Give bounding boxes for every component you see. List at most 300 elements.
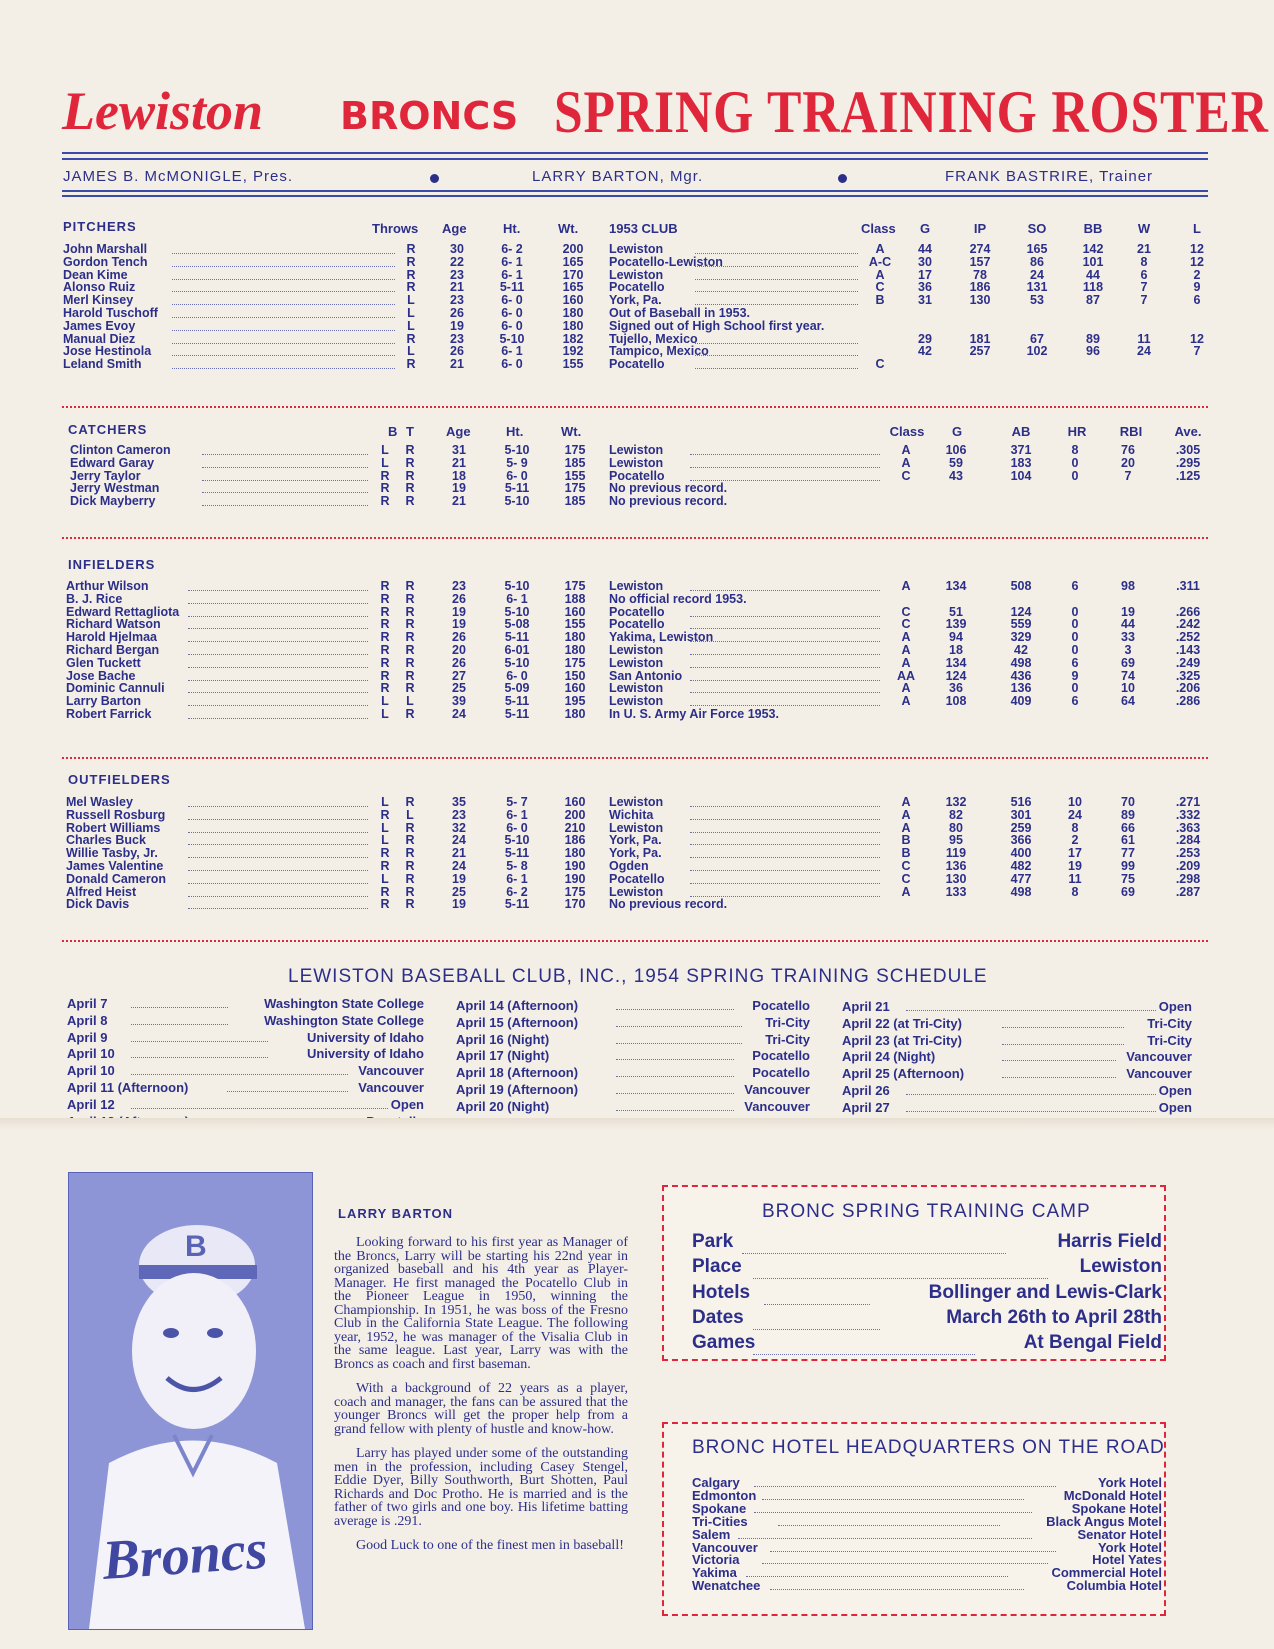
height: 6- 1 — [506, 871, 528, 886]
age: 18 — [452, 468, 466, 483]
throws: R — [405, 617, 415, 632]
player-name: Harold Hjelmaa — [66, 630, 158, 645]
club: Pocatello — [609, 280, 665, 295]
height: 5-11 — [504, 707, 530, 721]
average: .311 — [1176, 579, 1200, 593]
height: 5-10 — [504, 494, 530, 509]
dot-leader — [690, 654, 880, 655]
club: Wichita — [609, 807, 654, 822]
age: 23 — [452, 807, 466, 822]
dot-leader — [690, 857, 880, 858]
strikeouts: 67 — [1030, 331, 1044, 346]
dot-leader — [172, 279, 395, 280]
title-script: Lewiston — [62, 81, 264, 141]
player-name: Richard Watson — [66, 617, 161, 632]
player-name: Donald Cameron — [66, 871, 167, 886]
dot-leader — [188, 667, 368, 668]
schedule-row — [0, 1014, 1274, 1033]
at-bats: 329 — [1010, 630, 1032, 645]
height: 5-10 — [504, 579, 530, 593]
column-header: RBI — [1119, 424, 1143, 439]
height: 6- 1 — [506, 807, 528, 822]
age: 19 — [452, 617, 466, 632]
age: 25 — [452, 884, 466, 899]
dot-leader — [188, 590, 368, 591]
average: .266 — [1175, 604, 1201, 619]
home-runs: 9 — [1071, 668, 1079, 683]
dot-leader — [188, 718, 368, 719]
schedule-row — [0, 1098, 1274, 1117]
rbi: 66 — [1121, 820, 1135, 835]
height: 5-10 — [504, 604, 530, 619]
class: B — [901, 846, 911, 861]
dot-leader — [188, 883, 368, 884]
schedule-date: April 19 (Afternoon) — [456, 1082, 579, 1097]
dot-leader — [188, 896, 368, 897]
section-divider — [62, 940, 1208, 942]
dot-leader — [695, 253, 858, 254]
at-bats: 136 — [1010, 681, 1032, 696]
wins: 21 — [1137, 242, 1151, 256]
rbi: 20 — [1121, 455, 1135, 470]
hotels-title: BRONC HOTEL HEADQUARTERS ON THE ROAD — [692, 1437, 1165, 1458]
innings: 130 — [969, 293, 991, 308]
rbi: 76 — [1121, 443, 1135, 457]
column-header: Ht. — [503, 221, 521, 236]
games: 133 — [945, 884, 967, 899]
wins: 6 — [1140, 267, 1148, 282]
weight: 160 — [564, 604, 586, 619]
throws: L — [407, 306, 415, 320]
weight: 150 — [564, 668, 586, 683]
player-name: Dean Kime — [63, 267, 128, 282]
home-runs: 11 — [1068, 871, 1082, 886]
rbi: 70 — [1121, 795, 1135, 809]
throws: R — [406, 267, 416, 282]
dot-leader — [695, 266, 858, 267]
bats: R — [380, 655, 390, 670]
player-name: Alfred Heist — [66, 884, 137, 899]
home-runs: 0 — [1071, 468, 1079, 483]
throws: R — [406, 280, 416, 295]
losses: 12 — [1190, 254, 1204, 269]
age: 19 — [450, 318, 464, 333]
club: Lewiston — [609, 795, 664, 809]
player-name: Russell Rosburg — [66, 807, 166, 822]
schedule-date: April 24 (Night) — [842, 1049, 936, 1065]
camp-row — [0, 1332, 1274, 1360]
throws: R — [405, 668, 415, 683]
games: 17 — [918, 267, 932, 282]
bats: L — [381, 455, 389, 470]
hotel-name: Spokane Hotel — [1071, 1500, 1162, 1516]
schedule-opponent: Pocatello — [752, 998, 810, 1013]
games: 136 — [945, 859, 967, 873]
jersey-text: Broncs — [100, 1518, 270, 1592]
column-header: 1953 CLUB — [609, 221, 678, 236]
hotel-row — [0, 1489, 1274, 1502]
innings: 157 — [969, 254, 991, 269]
age: 23 — [450, 293, 464, 308]
games: 31 — [918, 293, 932, 308]
average: .325 — [1175, 668, 1201, 683]
class: B — [901, 833, 911, 848]
column-header: L — [1193, 221, 1201, 236]
club: Tampico, Mexico — [609, 344, 709, 359]
height: 5-10 — [504, 833, 530, 848]
weight: 155 — [564, 468, 586, 483]
games: 119 — [945, 846, 967, 861]
schedule-opponent: Vancouver — [1126, 1066, 1192, 1082]
camp-title: BRONC SPRING TRAINING CAMP — [762, 1201, 1091, 1222]
club: Pocatello — [609, 871, 665, 886]
age: 24 — [452, 707, 466, 721]
class: A — [875, 267, 885, 282]
camp-row — [0, 1281, 1274, 1310]
weight: 160 — [562, 293, 584, 308]
schedule-date: April 18 (Afternoon) — [456, 1065, 579, 1081]
club: Pocatello — [609, 617, 665, 632]
home-runs: 0 — [1071, 617, 1079, 632]
class: A — [901, 694, 911, 709]
average: .332 — [1175, 807, 1201, 822]
games: 42 — [918, 344, 932, 359]
rbi: 75 — [1121, 871, 1135, 886]
section-divider — [62, 406, 1208, 408]
dot-leader — [690, 883, 880, 884]
bio-paragraph: Looking forward to his first year as Manager of the Broncs, Larry will be starting his 22nd year in organized baseball and his 4th year as Player-Manager. He first managed the Pocatello Club in the Pioneer League in 1950, winning the Championship. In 1951, he was boss of the Fresno Club in the California State League. The following year, 1952, he was manager of the Visalia Club in the same league. Last year, Larry was with the Broncs as coach and first baseman. — [334, 1235, 628, 1372]
walks: 89 — [1086, 331, 1100, 346]
height: 6- 0 — [506, 468, 528, 483]
throws: R — [405, 591, 415, 606]
bio-paragraph: Good Luck to one of the finest men in baseball! — [356, 1538, 624, 1553]
throws: R — [405, 820, 415, 835]
home-runs: 8 — [1071, 884, 1079, 899]
club: No previous record. — [609, 494, 728, 509]
bats: R — [380, 617, 390, 632]
player-name: Glen Tuckett — [66, 655, 141, 670]
class: A — [901, 643, 911, 657]
schedule-opponent: Vancouver — [744, 1098, 810, 1114]
games: 30 — [918, 254, 932, 269]
losses: 12 — [1190, 242, 1204, 256]
games: 80 — [949, 820, 963, 835]
class: A — [901, 443, 911, 457]
age: 35 — [452, 795, 466, 809]
strikeouts: 102 — [1026, 344, 1048, 359]
dot-leader — [695, 368, 858, 369]
weight: 175 — [564, 481, 586, 496]
at-bats: 183 — [1010, 455, 1032, 470]
player-name: Arthur Wilson — [66, 579, 149, 593]
age: 23 — [452, 579, 466, 593]
throws: R — [405, 871, 415, 886]
schedule-date: April 27 — [842, 1099, 890, 1115]
weight: 192 — [562, 344, 584, 359]
hotel-city: Spokane — [692, 1500, 747, 1516]
bats: R — [380, 846, 390, 861]
club: Lewiston — [609, 242, 664, 256]
class: A — [901, 681, 911, 696]
at-bats: 400 — [1010, 846, 1032, 861]
home-runs: 19 — [1068, 859, 1082, 873]
column-header: Wt. — [558, 221, 579, 236]
bats: L — [381, 795, 389, 809]
dot-leader — [172, 253, 395, 254]
wins: 8 — [1140, 254, 1148, 269]
dot-leader — [753, 1354, 975, 1355]
player-name: Jose Bache — [66, 668, 136, 683]
height: 5-11 — [504, 897, 530, 912]
height: 5- 7 — [506, 795, 528, 809]
schedule-opponent: Tri-City — [765, 1031, 810, 1047]
height: 6- 1 — [506, 591, 528, 606]
bats: R — [380, 630, 390, 645]
player-name: John Marshall — [63, 242, 148, 256]
column-header: SO — [1027, 221, 1047, 236]
club: Out of Baseball in 1953. — [609, 306, 751, 320]
bats: L — [381, 443, 389, 457]
losses: 6 — [1193, 293, 1201, 308]
losses: 12 — [1190, 331, 1204, 346]
weight: 175 — [564, 884, 586, 899]
hotel-city: Salem — [692, 1526, 731, 1542]
dot-leader — [690, 680, 880, 681]
class: A — [901, 455, 911, 470]
table-row — [0, 320, 1274, 333]
average: .305 — [1175, 443, 1201, 457]
average: .249 — [1175, 655, 1201, 670]
weight: 200 — [564, 807, 586, 822]
schedule-date: April 10 — [67, 1046, 115, 1062]
schedule-opponent: Washington State College — [264, 1012, 424, 1028]
innings: 274 — [969, 242, 991, 256]
age: 21 — [450, 280, 464, 295]
throws: R — [405, 897, 415, 912]
weight: 165 — [562, 254, 584, 269]
dot-leader — [690, 832, 880, 833]
height: 6- 0 — [506, 668, 528, 683]
age: 30 — [450, 242, 464, 256]
wins: 24 — [1137, 344, 1151, 359]
class: C — [901, 859, 911, 873]
class: C — [901, 871, 911, 886]
age: 19 — [452, 871, 466, 886]
hotel-name: York Hotel — [1097, 1475, 1162, 1490]
age: 23 — [450, 267, 464, 282]
dot-leader — [188, 680, 368, 681]
column-header: Age — [446, 424, 471, 439]
hotel-city: Wenatchee — [692, 1578, 761, 1594]
club: Yakima, Lewiston — [609, 630, 714, 645]
section-title-infielders: INFIELDERS — [68, 557, 156, 572]
height: 6- 0 — [501, 318, 523, 333]
class: A — [901, 655, 911, 670]
height: 5-09 — [504, 681, 530, 696]
schedule-opponent: Pocatello — [752, 1065, 810, 1081]
schedule-opponent: Washington State College — [264, 996, 424, 1011]
dot-leader — [202, 454, 368, 455]
wins: 7 — [1140, 293, 1148, 308]
home-runs: 0 — [1071, 455, 1079, 470]
schedule-date: April 17 (Night) — [456, 1048, 550, 1064]
wins: 11 — [1137, 331, 1151, 346]
walks: 118 — [1082, 280, 1104, 295]
average: .298 — [1175, 871, 1201, 886]
dot-leader — [690, 454, 880, 455]
dot-leader — [764, 1304, 870, 1305]
table-row — [0, 495, 1274, 508]
rbi: 74 — [1121, 668, 1135, 683]
weight: 170 — [564, 897, 586, 912]
throws: L — [406, 694, 414, 709]
schedule-date: April 8 — [67, 1012, 108, 1028]
dot-leader — [690, 870, 880, 871]
height: 6- 0 — [501, 293, 523, 308]
age: 23 — [450, 331, 464, 346]
player-name: Charles Buck — [66, 833, 146, 848]
bats: R — [380, 859, 390, 873]
section-divider — [62, 537, 1208, 539]
rbi: 3 — [1124, 643, 1132, 657]
weight: 155 — [562, 357, 584, 372]
age: 24 — [452, 833, 466, 848]
class: AA — [896, 668, 916, 683]
player-name: Richard Bergan — [66, 643, 160, 657]
bats: R — [380, 579, 390, 593]
rbi: 99 — [1121, 859, 1135, 873]
club: Pocatello — [609, 604, 665, 619]
dot-leader — [202, 480, 368, 481]
weight: 165 — [562, 280, 584, 295]
home-runs: 0 — [1071, 630, 1079, 645]
class: A — [901, 807, 911, 822]
average: .295 — [1175, 455, 1201, 470]
club: Pocatello-Lewiston — [609, 254, 723, 269]
games: 134 — [945, 655, 967, 670]
player-name: Robert Williams — [66, 820, 161, 835]
schedule-opponent: University of Idaho — [306, 1029, 424, 1045]
average: .242 — [1175, 617, 1201, 632]
player-name: Edward Garay — [70, 455, 155, 470]
weight: 175 — [564, 579, 586, 593]
games: 108 — [945, 694, 967, 709]
club: Lewiston — [609, 655, 664, 670]
table-row — [0, 708, 1274, 721]
hotel-row — [0, 1538, 1274, 1555]
weight: 190 — [564, 859, 586, 873]
camp-value: Harris Field — [1057, 1231, 1162, 1252]
title-main: SPRING TRAINING ROSTER — [554, 79, 1269, 145]
camp-value: March 26th to April 28th — [946, 1306, 1162, 1328]
section-title-catchers: CATCHERS — [68, 422, 148, 437]
table-row — [0, 256, 1274, 269]
height: 6- 1 — [501, 344, 523, 359]
hotel-name: York Hotel — [1097, 1539, 1162, 1555]
games: 134 — [945, 579, 967, 593]
games: 29 — [918, 331, 932, 346]
average: .252 — [1175, 630, 1201, 645]
dot-leader — [202, 505, 368, 506]
schedule-date: April 14 (Afternoon) — [456, 998, 579, 1013]
throws: R — [405, 604, 415, 619]
dot-leader — [188, 806, 368, 807]
schedule-opponent: Vancouver — [1126, 1049, 1192, 1065]
losses: 2 — [1193, 267, 1201, 282]
camp-label: Park — [692, 1231, 734, 1252]
hotel-row — [0, 1579, 1274, 1592]
title-team: BRONCS — [340, 94, 519, 138]
games: 132 — [945, 795, 967, 809]
bio-paragraph: With a background of 22 years as a player, coach and manager, the fans can be assured that the younger Broncs will get the proper help from a grand fellow with plenty of hustle and know-how. — [334, 1381, 628, 1437]
column-header: AB — [1011, 424, 1031, 439]
hotel-row — [0, 1502, 1274, 1515]
age: 21 — [452, 455, 466, 470]
section-divider — [62, 757, 1208, 759]
dot-leader — [188, 870, 368, 871]
at-bats: 301 — [1010, 807, 1032, 822]
games: 139 — [945, 617, 967, 632]
age: 26 — [452, 630, 466, 645]
games: 130 — [945, 871, 967, 886]
column-header: G — [951, 424, 963, 439]
weight: 180 — [564, 846, 586, 861]
walks: 142 — [1082, 242, 1104, 256]
weight: 170 — [562, 267, 584, 282]
dot-leader — [188, 857, 368, 858]
class: A — [901, 579, 911, 593]
home-runs: 10 — [1068, 795, 1082, 809]
column-header: Throws — [372, 221, 419, 236]
column-header: W — [1137, 221, 1151, 236]
club: No official record 1953. — [609, 591, 747, 606]
dot-leader — [188, 844, 368, 845]
player-name: Willie Tasby, Jr. — [66, 846, 158, 861]
table-row — [0, 809, 1274, 822]
player-name: Leland Smith — [63, 357, 142, 372]
club: Ogden — [609, 859, 649, 873]
page-fold — [0, 1118, 1274, 1130]
games: 59 — [949, 455, 963, 470]
at-bats: 124 — [1010, 604, 1032, 619]
bullet-dot-icon — [838, 174, 847, 183]
player-name: Alonso Ruiz — [63, 280, 136, 295]
height: 6- 2 — [501, 242, 523, 256]
schedule-row — [0, 1084, 1274, 1100]
rbi: 69 — [1121, 884, 1135, 899]
schedule-date: April 21 — [842, 999, 890, 1014]
weight: 182 — [562, 331, 584, 346]
hotel-name: Black Angus Motel — [1046, 1513, 1162, 1529]
bats: R — [380, 897, 390, 912]
throws: R — [406, 242, 416, 256]
club: Lewiston — [609, 643, 664, 657]
height: 6- 1 — [501, 254, 523, 269]
throws: R — [405, 884, 415, 899]
column-header: Age — [442, 221, 467, 236]
innings: 181 — [969, 331, 991, 346]
dot-leader — [172, 343, 395, 344]
dot-leader — [695, 291, 858, 292]
weight: 175 — [564, 443, 586, 457]
club: Lewiston — [609, 579, 664, 593]
table-row — [0, 898, 1274, 911]
class: A — [875, 242, 885, 256]
bats: R — [380, 884, 390, 899]
throws: L — [407, 318, 415, 333]
games: 44 — [918, 242, 932, 256]
schedule-opponent: University of Idaho — [306, 1046, 424, 1062]
